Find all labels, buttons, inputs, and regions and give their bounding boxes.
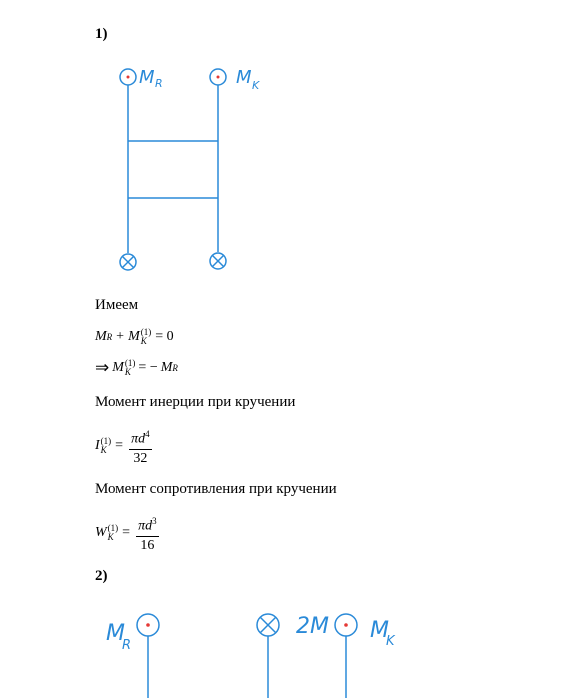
label-mr: M — [139, 67, 155, 88]
text-have: Имеем — [95, 297, 139, 313]
formula-result: ⇒ M (1) K = − M R — [95, 358, 178, 377]
text-inertia: Момент инерции при кручении — [95, 394, 296, 410]
diagram-1 — [110, 62, 270, 277]
section-2-heading: 2) — [95, 568, 108, 584]
label-mr: M — [106, 621, 125, 646]
label-mr-sub: R — [122, 638, 132, 653]
formula-inertia: I (1) K = $\frac{\pi d^4}{32}$ — [95, 425, 154, 468]
label-mk: M — [236, 67, 252, 88]
label-mk-sub: K — [386, 634, 395, 649]
dot-right — [217, 76, 220, 79]
f1-m: M — [95, 329, 107, 344]
formula-resistance: W (1) K = $\frac{\pi d^3}{16}$ — [95, 512, 161, 555]
label-mr-sub: R — [155, 77, 163, 90]
text-resistance: Момент сопротивления при кручении — [95, 481, 337, 497]
dot-left — [127, 76, 130, 79]
diagram-2 — [100, 605, 410, 698]
label-2m: 2M — [296, 614, 329, 639]
label-mk: M — [370, 618, 389, 643]
section-1-heading: 1) — [95, 26, 108, 42]
label-mk-sub: K — [252, 79, 260, 92]
formula-balance: M R + M (1) K = 0 — [95, 327, 174, 346]
